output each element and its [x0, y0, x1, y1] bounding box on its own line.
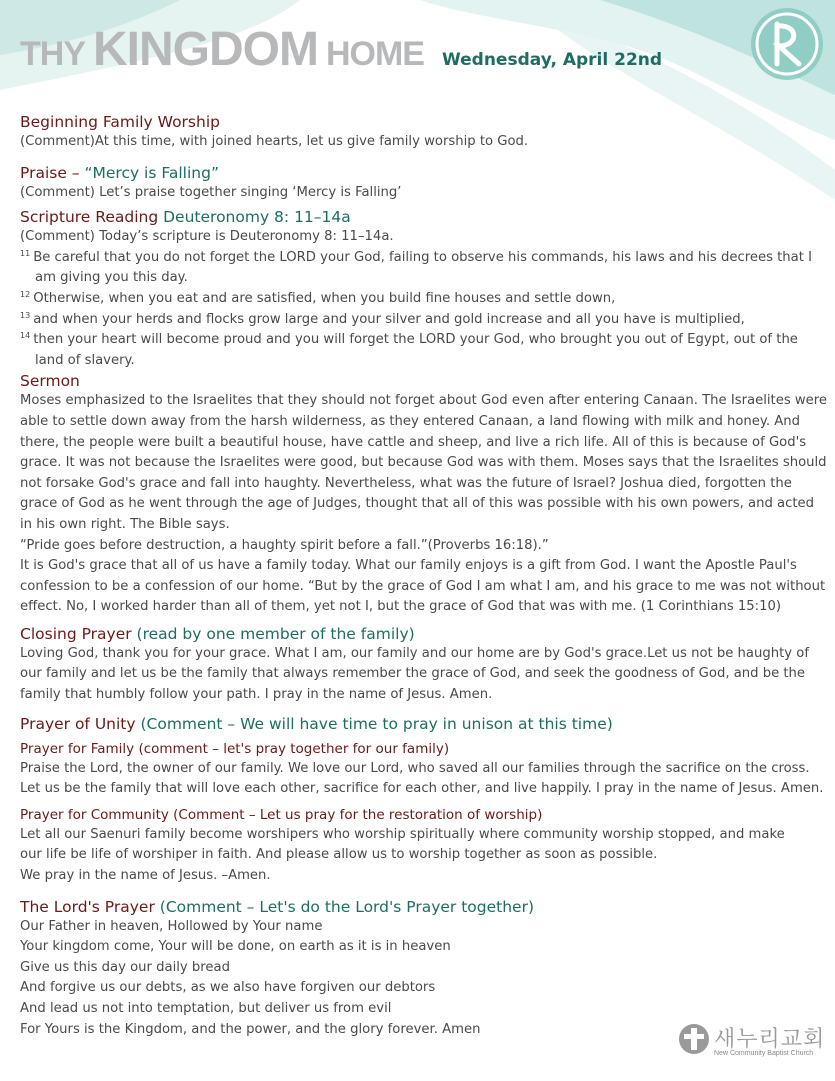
family-prayer-text: Praise the Lord, the owner of our family. We love our Lord, who saved all our families through the sacrifice on the cross. Let us be the family that will love each other, sacrifice for each other, and live happily. I pray in the name of Jesus. Amen. [20, 760, 824, 797]
verse-text: Be careful that you do not forget the LORD your God, failing to observe his commands, his laws and his decrees that I am giving you this day. [33, 249, 812, 286]
praise-label: Praise – [20, 163, 85, 182]
worship-guide [20, 106, 828, 1040]
beginning-heading: Beginning Family Worship [20, 113, 220, 131]
church-logo-icon [678, 1022, 710, 1056]
community-prayer-line: our life be life of worshiper in faith. And please allow us to worship together as soon as possible. [20, 847, 658, 863]
unity-heading [20, 714, 828, 734]
family-prayer-note: (comment – let's pray together for our family) [138, 740, 450, 757]
closing-prayer-text: Loving God, thank you for your grace. What I am, our family and our home are by God's grace.Let us not be haughty of our family and let us be the family that always remember the grace of God, and seek the goodness of God, and be the family that humbly follow your path. I pray in the name of Jesus. Amen. [20, 645, 809, 703]
community-prayer-line: We pray in the name of Jesus. –Amen. [20, 868, 271, 884]
verse-text: and when your herds and flocks grow large and your silver and gold increase and all you have is multiplied, [33, 311, 745, 327]
scripture-label: Scripture Reading [20, 208, 164, 227]
family-prayer-label: Prayer for Family [20, 740, 139, 757]
praise-comment: (Comment) Let’s praise together singing ‘Mercy is Falling’ [20, 184, 402, 200]
verse [20, 248, 828, 289]
lords-prayer-line: Our Father in heaven, Hollowed by Your name [20, 918, 323, 934]
lords-prayer-line: Your kingdom come, Your will be done, on earth as it is in heaven [20, 939, 451, 955]
verse-number: 14 [20, 331, 31, 341]
community-prayer-label: Prayer for Community [20, 806, 174, 823]
closing-label: Closing Prayer [20, 624, 137, 643]
title-kingdom: KINGDOM [93, 23, 318, 76]
community-prayer-line: Let all our Saenuri family become worshipers who worship spiritually where community worship stopped, and make [20, 826, 785, 842]
title-home: HOME [325, 35, 424, 73]
sermon-heading: Sermon [20, 372, 80, 391]
verse-text: then your heart will become proud and you will forget the LORD your God, who brought you out of Egypt, out of the land of slavery. [33, 332, 798, 368]
lords-prayer-line: For Yours is the Kingdom, and the power, and the glory forever. Amen [20, 1021, 481, 1037]
verse [20, 310, 828, 331]
closing-note: (read by one member of the family) [136, 624, 415, 643]
praise-heading [20, 163, 828, 183]
lords-prayer-line: And lead us not into temptation, but deliver us from evil [20, 1001, 392, 1016]
closing-heading [20, 624, 828, 644]
thy-kingdom-home-logo [747, 4, 827, 84]
lords-prayer-label: The Lord's Prayer [20, 897, 160, 916]
verse [20, 330, 828, 371]
church-name-korean: 새누리교회 [714, 1027, 826, 1052]
sermon-paragraph-1: Moses emphasized to the Israelites that they should not forget about God even after entering Canaan. The Israelites were able to settle down away from the harsh wilderness, as they entered Canaan, a land flowing with milk and honey. And there, the people were built a beautiful house, have cattle and sheep, and live a rich life. All of this is because of God's grace. It was not because the Israelites were good, but because God was with them. Moses says that the Israelites should not forsake God's grace and fall into haughty. Nevertheless, what was the future of Israel? Joshua died, forgotten the grace of God as he went through the age of Judges, thought that all of this was possible with his own powers, and acted in his own right. The Bible says. [20, 393, 828, 532]
lords-prayer-note: (Comment – Let's do the Lord's Prayer together) [159, 897, 535, 916]
verse-number: 11 [20, 248, 31, 258]
sermon-quote: “Pride goes before destruction, a haughty spirit before a fall.”(Proverbs 16:18).” [20, 537, 549, 553]
scripture-reference: Deuteronomy 8: 11–14a [163, 208, 351, 227]
header [20, 22, 662, 77]
date-label: Wednesday, April 22nd [441, 50, 663, 70]
praise-song: “Mercy is Falling” [84, 163, 219, 182]
lords-prayer-heading [20, 897, 828, 917]
scripture-comment: (Comment) Today’s scripture is Deuteronomy 8: 11–14a. [20, 229, 394, 245]
lords-prayer-line: And forgive us our debts, as we also have forgiven our debtors [20, 980, 436, 996]
church-name-english: New Community Baptist Church [714, 1050, 814, 1057]
unity-label: Prayer of Unity [20, 714, 141, 733]
verse [20, 289, 828, 310]
church-logo [678, 1022, 828, 1062]
community-prayer-note: (Comment – Let us pray for the restoration of worship) [173, 806, 543, 823]
family-prayer-heading [20, 740, 828, 759]
beginning-comment: (Comment)At this time, with joined hearts, let us give family worship to God. [20, 134, 529, 149]
verse-number: 12 [20, 289, 31, 299]
title-thy: THY [20, 35, 85, 73]
scripture-heading [20, 207, 828, 227]
lords-prayer-line: Give us this day our daily bread [20, 959, 231, 975]
community-prayer-heading [20, 806, 828, 825]
sermon-paragraph-2: It is God's grace that all of us have a family today. What our family enjoys is a gift from God. I want the Apostle Paul's confession to be a confession of our home. “But by the grace of God I am what I am, and his grace to me was not without effect. No, I worked harder than all of them, yet not I, but the grace of God that was with me. (1 Corinthians 15:10) [20, 558, 826, 615]
unity-note: (Comment – We will have time to pray in unison at this time) [140, 714, 613, 733]
verse-number: 13 [20, 310, 31, 320]
verse-text: Otherwise, when you eat and are satisfied, when you build fine houses and settle down, [33, 290, 616, 306]
